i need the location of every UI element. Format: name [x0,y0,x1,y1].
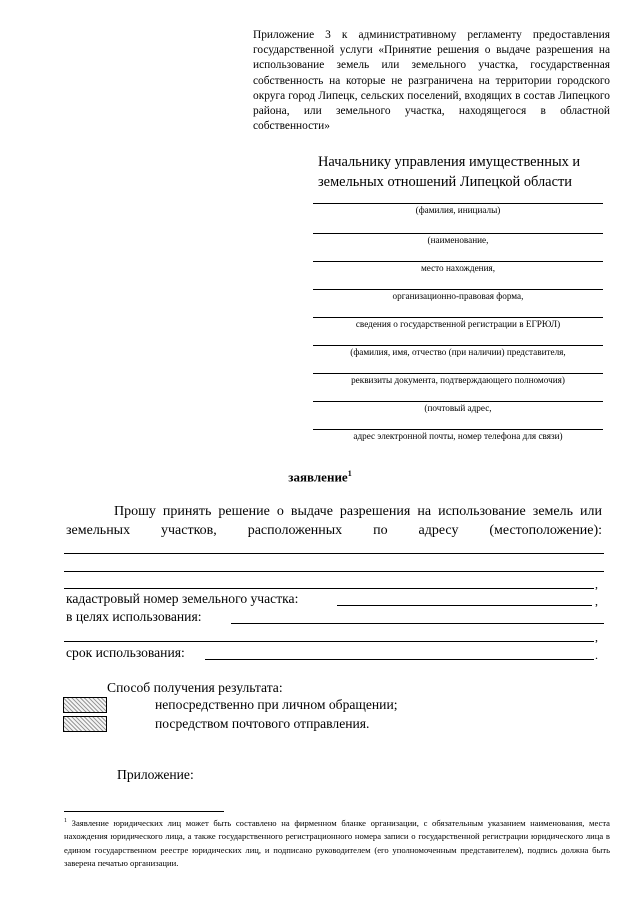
document-title [0,469,640,485]
footnote [64,815,610,870]
applicant-line-7[interactable] [313,373,603,374]
purpose-input-line-2[interactable] [64,641,594,642]
request-paragraph [66,502,602,540]
term-input-line[interactable] [205,659,594,660]
location-line-3[interactable] [64,588,594,589]
cadastral-input-line[interactable] [337,605,592,606]
applicant-line-9[interactable] [313,429,603,430]
cadastral-label: кадастровый номер земельного участка: [66,591,299,606]
applicant-line-5[interactable] [313,317,603,318]
caption-email-phone: адрес электронной почты, номер телефона для связи) [353,431,563,441]
attachment-label: Приложение: [117,767,194,782]
purpose-label: в целях использования: [66,609,202,624]
applicant-line-3[interactable] [313,261,603,262]
caption-surname: (фамилия, инициалы) [415,205,501,215]
term-period: . [595,648,598,662]
location-comma: , [595,577,598,591]
title-text: заявление [288,469,348,485]
applicant-line-8[interactable] [313,401,603,402]
location-line-2[interactable] [64,571,604,572]
caption-legal-form: организационно-правовая форма, [392,291,524,301]
term-label: срок использования: [66,645,185,660]
addressee: Начальнику управления имущественных и земельных отношений Липецкой области [318,154,581,190]
caption-representative: (фамилия, имя, отчество (при наличии) представителя, [350,347,566,357]
caption-postal-address: (почтовый адрес, [424,403,492,413]
caption-location: место нахождения, [420,263,496,273]
request-text: Прошу принять решение о выдаче разрешения на использование земель или земельных участков, расположенных по адресу (местоположение): [66,504,602,538]
footnote-mark: 1 [64,818,67,824]
option-in-person-checkbox[interactable] [63,697,107,713]
purpose-input-line[interactable] [231,623,604,624]
option-postal-checkbox[interactable] [63,716,107,732]
caption-registration: сведения о государственной регистрации в ЕГРЮЛ) [355,319,561,329]
applicant-line-4[interactable] [313,289,603,290]
title-footnote-mark: 1 [347,469,352,478]
cadastral-comma: , [595,594,598,608]
option-postal-label: посредством почтового отправления. [155,716,370,731]
purpose-comma: , [595,630,598,644]
appendix-header: Приложение 3 к административному регламенту предоставления государственной услуги «Принятие решения о выдаче разрешения на использование земель или земельного участка, государственная собственность на которые не разграничена на территории городского округа город Липецк, сельских поселений, входящих в состав Липецкого района, или земельного участка, находящегося в областной собственности» [253,29,610,133]
location-line-1[interactable] [64,553,604,554]
result-method-label: Способ получения результата: [107,680,283,695]
option-in-person-label: непосредственно при личном обращении; [155,697,398,712]
footnote-text: Заявление юридических лиц может быть составлено на фирменном бланке организации, с обязательным указанием наименования, места нахождения юридического лица, а также государственного регистрационного номера записи о государственной регистрации юридического лица в едином государственном реестре юридических лиц, и подписано руководителем (его уполномоченным представителем), подпись должна быть заверена печатью организации. [64,817,610,869]
caption-authority-doc: реквизиты документа, подтверждающего полномочия) [351,375,565,385]
footnote-separator [64,811,224,812]
applicant-line-1[interactable] [313,203,603,204]
caption-name: (наименование, [427,235,489,245]
applicant-line-2[interactable] [313,233,603,234]
applicant-line-6[interactable] [313,345,603,346]
